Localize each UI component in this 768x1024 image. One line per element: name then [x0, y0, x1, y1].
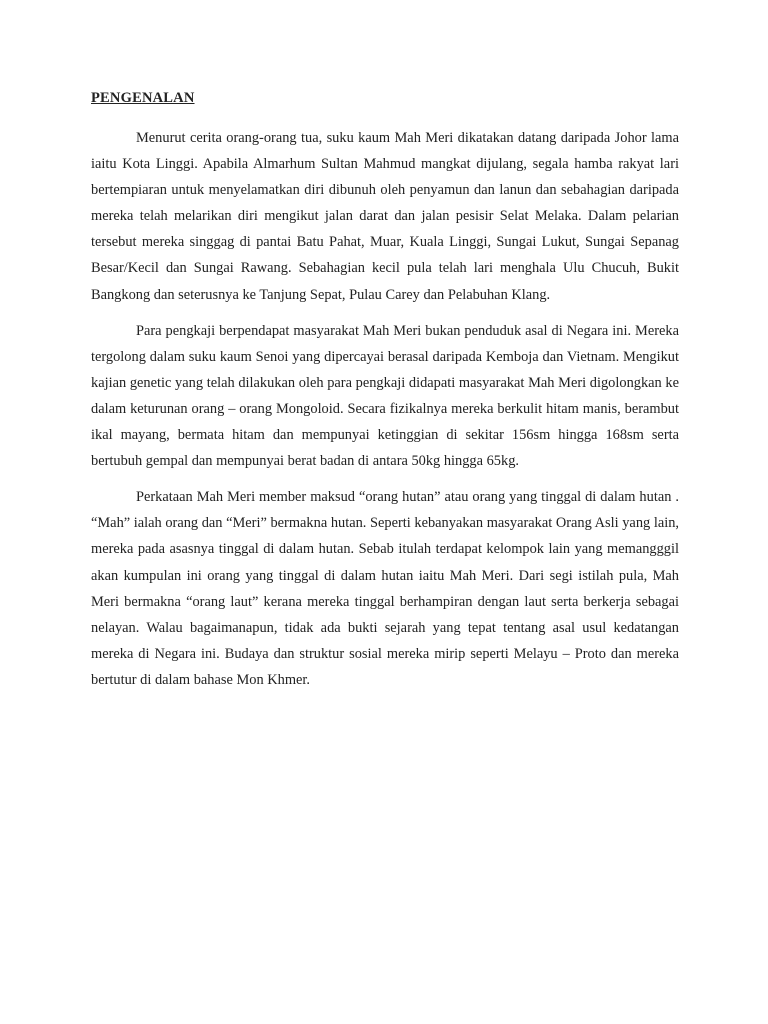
- paragraph-ancestry: Para pengkaji berpendapat masyarakat Mah Meri bukan penduduk asal di Negara ini. Mereka tergolong dalam suku kaum Senoi yang dipercayai berasal daripada Kemboja dan Vietnam. Mengikut kajian genetic yang telah dilakukan oleh para pengkaji didapati masyarakat Mah Meri digolongkan ke dalam keturunan orang – orang Mongoloid. Secara fizikalnya mereka berkulit hitam manis, berambut ikal mayang, bermata hitam dan mempunyai ketinggian di sekitar 156sm hingga 168sm serta bertubuh gempal dan mempunyai berat badan di antara 50kg hingga 65kg.: [91, 322, 679, 470]
- paragraph-origin: Menurut cerita orang-orang tua, suku kaum Mah Meri dikatakan datang daripada Johor lama iaitu Kota Linggi. Apabila Almarhum Sultan Mahmud mangkat dijulang, segala hamba rakyat lari bertempiaran untuk menyelamatkan diri dibunuh oleh penyamun dan lanun dan sebahagian daripada mereka telah melarikan diri mengikut jalan darat dan jalan pesisir Selat Melaka. Dalam pelarian tersebut mereka singgag di pantai Batu Pahat, Muar, Kuala Linggi, Sungai Lukut, Sungai Sepanag Besar/Kecil dan Sungai Rawang. Sebahagian kecil pula telah lari menghala Ulu Chucuh, Bukit Bangkong dan seterusnya ke Tanjung Sepat, Pulau Carey dan Pelabuhan Klang.: [91, 130, 679, 303]
- section-heading: PENGENALAN: [91, 90, 195, 106]
- body-text: [91, 125, 679, 703]
- paragraph-meaning: Perkataan Mah Meri member maksud “orang hutan” atau orang yang tinggal di dalam hutan . “Mah” ialah orang dan “Meri” bermakna hutan. Seperti kebanyakan masyarakat Orang Asli yang lain, mereka pada asasnya tinggal di dalam hutan. Sebab itulah terdapat kelompok lain yang memangggil akan kumpulan ini orang yang tinggal di dalam hutan iaitu Mah Meri. Dari segi istilah pula, Mah Meri bermakna “orang laut” kerana mereka tinggal berhampiran dengan laut serta berkerja sebagai nelayan. Walau bagaimanapun, tidak ada bukti sejarah yang tepat tentang asal usul kedatangan mereka di Negara ini. Budaya dan struktur sosial mereka mirip seperti Melayu – Proto dan mereka bertutur di dalam bahase Mon Khmer.: [91, 489, 679, 688]
